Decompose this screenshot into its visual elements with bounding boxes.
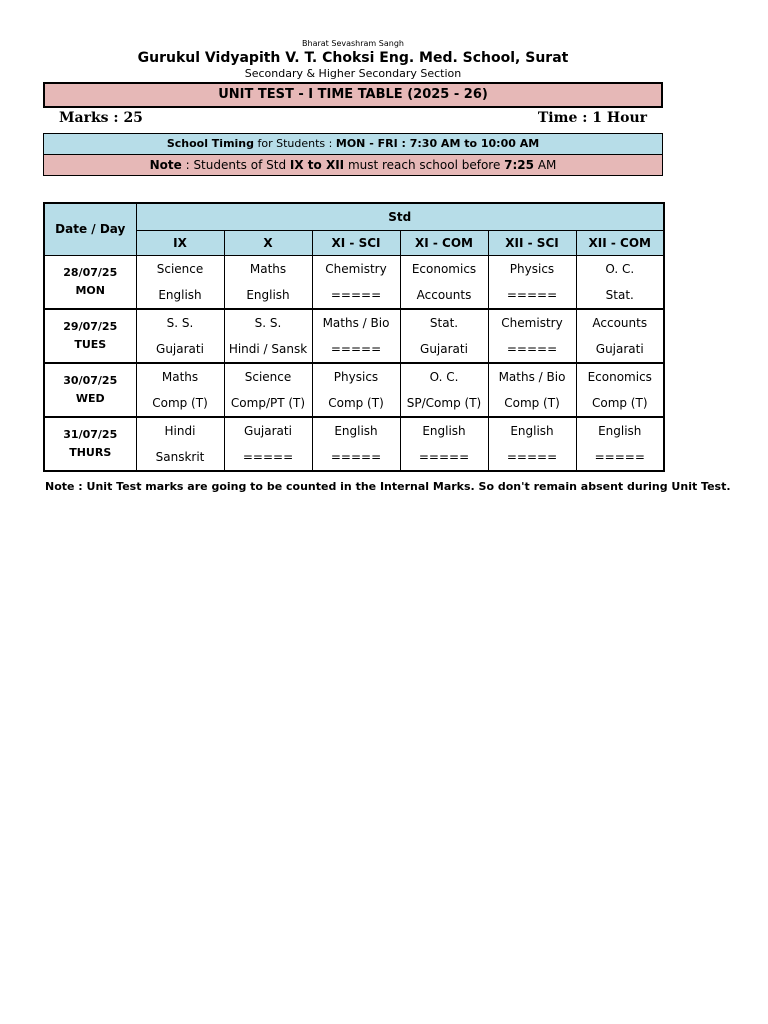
subject-text: Accounts [592,315,648,330]
subject-cell [224,417,312,444]
subject-cell [224,255,312,282]
subject-cell [224,336,312,363]
day-text: TUES [74,337,107,351]
subject-cell [224,390,312,417]
marks-label: Marks : 25 [59,110,143,126]
subject-text: English [158,287,202,302]
subject-cell [400,255,488,282]
subject-cell [488,417,576,444]
subject-text: Gujarati [420,341,468,356]
subject-cell [400,363,488,390]
date-text: 30/07/25 [63,373,118,387]
subject-text: English [598,423,642,438]
note-text-3: AM [534,158,557,172]
day-text: MON [75,283,105,297]
timing-label: School Timing [166,137,255,150]
subject-text: Maths [161,369,199,384]
subject-text: English [510,423,554,438]
subject-cell [576,282,664,309]
subject-cell [136,444,224,471]
subject-cell [488,444,576,471]
subject-text: Science [244,369,292,384]
organization-name: Bharat Sevashram Sangh [302,39,404,48]
subject-cell [136,309,224,336]
subject-cell [312,282,400,309]
subject-cell [312,444,400,471]
subject-cell [488,390,576,417]
time-label: Time : 1 Hour [537,110,647,126]
note-label: Note [149,158,182,172]
std-header: Std [136,203,664,230]
subject-text: Maths / Bio [498,369,566,384]
std-column-header: XI - SCI [312,230,400,255]
subject-cell [312,390,400,417]
marks-time-row [43,110,663,130]
subject-cell [576,444,664,471]
subject-text: Comp (T) [504,395,560,410]
subject-text: Gujarati [595,341,644,356]
subject-text: Chemistry [325,261,387,276]
table-row [44,363,664,390]
subject-text: ===== [506,287,558,302]
school-timing-bar [43,133,663,155]
school-name: Gurukul Vidyapith V. T. Choksi Eng. Med. School, Surat [137,50,569,66]
subject-cell [488,336,576,363]
timing-value: MON - FRI : 7:30 AM to 10:00 AM [335,137,540,150]
subject-cell [488,282,576,309]
subject-cell [576,363,664,390]
subject-cell [136,255,224,282]
subject-text: Comp (T) [152,395,208,410]
table-row [44,282,664,309]
subject-text: Comp (T) [328,395,384,410]
subject-cell [136,417,224,444]
subject-text: Stat. [605,287,634,302]
subject-text: Gujarati [244,423,292,438]
subject-cell [136,336,224,363]
subject-cell [488,309,576,336]
subject-cell [312,255,400,282]
subject-text: Hindi [164,423,196,438]
timing-mid: for Students : [254,137,336,150]
subject-text: English [422,423,466,438]
section-name: Secondary & Higher Secondary Section [244,67,462,80]
note-text-1: : Students of Std [181,158,290,172]
std-column-header: XII - SCI [488,230,576,255]
subject-cell [312,336,400,363]
subject-text: O. C. [605,261,635,276]
subject-cell [400,336,488,363]
internal-marks-note: Note : Unit Test marks are going to be counted in the Internal Marks. So don't remain absent during Unit Test. [45,480,731,493]
subject-cell [136,390,224,417]
subject-cell [400,309,488,336]
subject-cell [400,390,488,417]
date-day-cell [44,255,136,309]
arrival-note-bar [43,154,663,176]
table-row [44,444,664,471]
std-column-header: X [224,230,312,255]
subject-cell [312,363,400,390]
timetable-banner: UNIT TEST - I TIME TABLE (2025 - 26) [43,82,663,108]
date-day-cell [44,363,136,417]
subject-cell [224,309,312,336]
date-day-header: Date / Day [44,203,136,255]
table-row [44,255,664,282]
timetable [43,202,665,472]
note-time: 7:25 [504,158,535,172]
subject-cell [312,309,400,336]
subject-text: ===== [418,449,470,464]
subject-text: ===== [330,287,382,302]
subject-text: Comp (T) [591,395,648,410]
timetable-body [44,255,664,471]
table-row [44,417,664,444]
subject-cell [400,417,488,444]
subject-cell [136,363,224,390]
day-text: THURS [69,445,112,459]
subject-text: ===== [594,449,645,464]
subject-cell [224,282,312,309]
table-row [44,309,664,336]
subject-text: Physics [509,261,555,276]
subject-text: ===== [506,449,558,464]
table-row [44,336,664,363]
subject-text: SP/Comp (T) [406,395,482,410]
date-text: 28/07/25 [63,265,118,279]
subject-cell [224,444,312,471]
note-text-2: must reach school before [344,158,505,172]
subject-text: ===== [506,341,558,356]
subject-cell [576,336,664,363]
subject-text: Comp/PT (T) [230,395,306,410]
subject-text: Science [156,261,204,276]
subject-text: English [334,423,378,438]
date-day-cell [44,417,136,471]
subject-text: Accounts [416,287,472,302]
std-columns-row [44,230,664,255]
day-text: WED [75,391,105,405]
subject-text: Economics [411,261,477,276]
subject-text: ===== [242,449,294,464]
subject-cell [576,255,664,282]
subject-cell [312,417,400,444]
subject-text: Maths [249,261,287,276]
subject-text: Sanskrit [155,449,205,464]
subject-text: English [246,287,290,302]
subject-text: Gujarati [156,341,204,356]
subject-text: Chemistry [501,315,563,330]
subject-text: Maths / Bio [322,315,390,330]
date-text: 31/07/25 [63,427,118,441]
subject-text: ===== [330,341,382,356]
std-column-header: IX [136,230,224,255]
subject-cell [488,255,576,282]
subject-text: S. S. [166,315,194,330]
std-column-header: XII - COM [576,230,664,255]
subject-cell [400,282,488,309]
subject-cell [136,282,224,309]
subject-text: S. S. [254,315,282,330]
subject-cell [224,363,312,390]
subject-text: O. C. [429,369,459,384]
subject-text: ===== [330,449,382,464]
subject-text: Physics [333,369,379,384]
std-column-header: XI - COM [400,230,488,255]
date-text: 29/07/25 [63,319,118,333]
subject-cell [576,417,664,444]
subject-text: Stat. [429,315,459,330]
subject-cell [576,309,664,336]
table-row [44,390,664,417]
date-day-cell [44,309,136,363]
subject-text: Economics [587,369,652,384]
subject-cell [400,444,488,471]
subject-cell [576,390,664,417]
subject-cell [488,363,576,390]
note-std: IX to XII [289,158,345,172]
subject-text: Hindi / Sansk [228,341,308,356]
